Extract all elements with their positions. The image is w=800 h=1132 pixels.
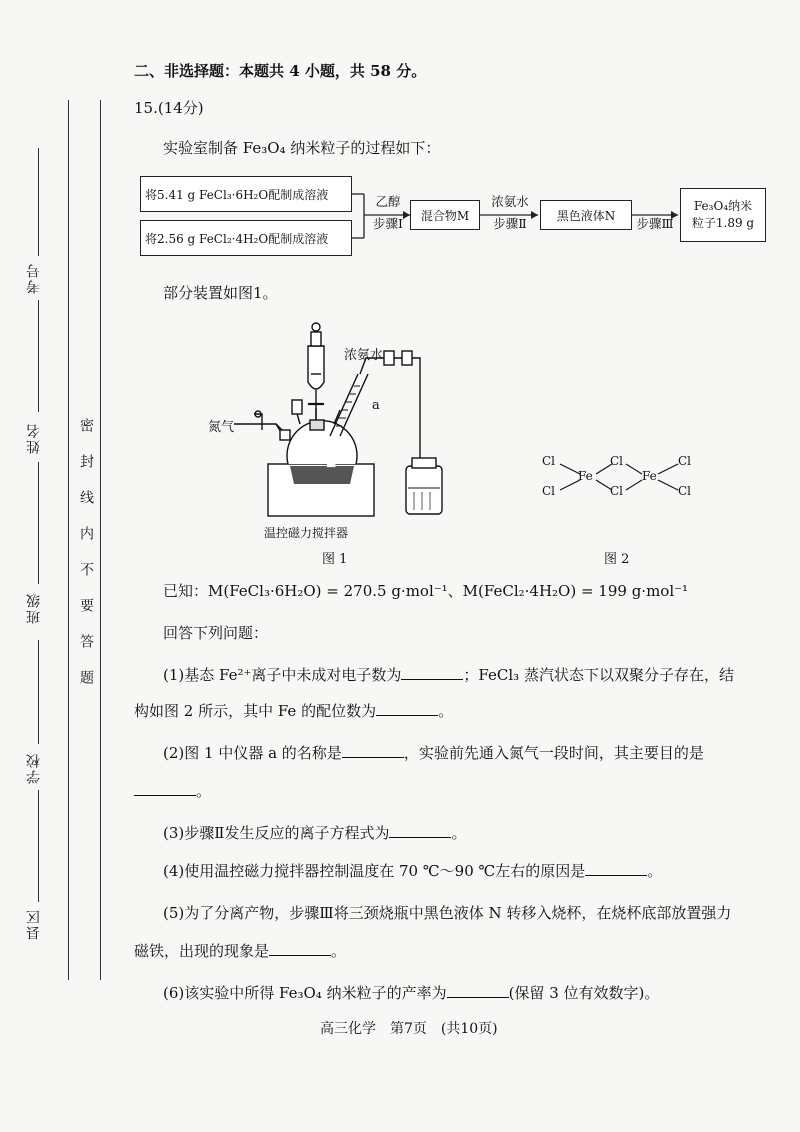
district-line[interactable] [38, 790, 39, 902]
label-a: a [372, 398, 380, 413]
dropping-funnel [308, 346, 324, 389]
name-label: 姓名 [26, 422, 42, 454]
step2-reagent: 浓氨水 [491, 194, 529, 209]
class-label: 班级 [26, 592, 42, 624]
q2-blank-2[interactable] [134, 781, 196, 796]
q1-text-c: 构如图 2 所示，其中 Fe 的配位数为 [134, 702, 377, 720]
q5-end: 。 [331, 942, 347, 960]
flow-product [680, 188, 766, 242]
gas-outlet-tube [376, 358, 420, 462]
q1-blank-1[interactable] [401, 665, 463, 680]
fig2-cl-4: Cl [610, 484, 624, 498]
school-line[interactable] [38, 640, 39, 744]
apparatus-intro: 部分装置如图1。 [163, 284, 278, 302]
q1-end: 。 [438, 702, 454, 720]
q1-blank-2[interactable] [376, 701, 438, 716]
intro-text: 实验室制备 Fe₃O₄ 纳米粒子的过程如下： [163, 139, 441, 157]
fig2-fe-1: Fe [578, 469, 593, 483]
q1-text-b: ；FeCl₃ 蒸汽状态下以双聚分子存在，结 [463, 666, 734, 684]
fig2-cl-6: Cl [678, 484, 692, 498]
svg-text:▬: ▬ [326, 458, 337, 471]
q3-text: (3)步骤Ⅱ发生反应的离子方程式为 [163, 824, 390, 842]
fig2-cl-2: Cl [542, 484, 556, 498]
q4-end: 。 [647, 862, 663, 880]
seal-notice: 密封线内不要答题 [78, 418, 94, 706]
q2-end: 。 [196, 782, 212, 800]
q3-end: 。 [451, 824, 467, 842]
label-ammonia: 浓氨水 [344, 348, 384, 363]
fig2-cl-3: Cl [610, 454, 624, 468]
product-line-1: Fe₃O₄纳米 [693, 199, 753, 213]
flow-mixture-m: 混合物M [410, 200, 480, 230]
q4-text: (4)使用温控磁力搅拌器控制温度在 70 ℃～90 ℃左右的原因是 [163, 862, 586, 880]
q2-text-b: ，实验前先通入氮气一段时间，其主要目的是 [403, 744, 704, 762]
q6-blank[interactable] [447, 983, 509, 998]
q2-text-a: (2)图 1 中仪器 a 的名称是 [163, 744, 342, 762]
wash-bottle [406, 466, 442, 514]
question-5-line-2 [134, 940, 346, 961]
fig2-cl-1: Cl [542, 454, 556, 468]
question-2-line-1 [163, 742, 704, 763]
page-footer: 高三化学 第7页 (共10页) [320, 1021, 498, 1037]
q6-end: (保留 3 位有效数字)。 [508, 984, 660, 1002]
q3-blank[interactable] [389, 823, 451, 838]
question-number: 15.(14分) [134, 99, 204, 117]
q2-blank-1[interactable] [342, 743, 404, 758]
question-6 [163, 982, 659, 1003]
q1-text-a: (1)基态 Fe²⁺离子中未成对电子数为 [163, 666, 402, 684]
exam-no-label: 考号 [26, 262, 42, 294]
flow-input-1: 将5.41 g FeCl₃·6H₂O配制成溶液 [140, 176, 352, 212]
step1-label: 步骤Ⅰ [373, 216, 403, 231]
step2-label: 步骤Ⅱ [493, 216, 527, 231]
question-3 [163, 822, 466, 843]
q5-blank[interactable] [269, 941, 331, 956]
flask-liquid [290, 466, 354, 484]
known-data: 已知：M(FeCl₃·6H₂O) = 270.5 g·mol⁻¹、M(FeCl₂·4H₂O) = 199 g·mol⁻¹ [163, 582, 689, 600]
flow-black-liquid: 黑色液体N [540, 200, 632, 230]
flow-connectors [0, 0, 800, 300]
school-label: 学校 [26, 752, 42, 784]
class-line[interactable] [38, 462, 39, 584]
flow-input-2: 将2.56 g FeCl₂·4H₂O配制成溶液 [140, 220, 352, 256]
question-1-line-2 [134, 700, 453, 721]
q4-blank[interactable] [585, 861, 647, 876]
question-2-line-2 [134, 780, 211, 801]
step3-label: 步骤Ⅲ [636, 216, 674, 231]
q5-text-b: 磁铁，出现的现象是 [134, 942, 270, 960]
question-1-line-1 [163, 664, 734, 685]
fig2-fe-2: Fe [642, 469, 657, 483]
label-stirrer: 温控磁力搅拌器 [264, 526, 349, 540]
answer-prompt: 回答下列问题： [163, 624, 269, 642]
label-nitrogen: 氮气 [208, 420, 235, 435]
product-line-2: 粒子1.89 g [691, 216, 755, 230]
district-label: 县区 [26, 908, 42, 940]
figure1-caption: 图 1 [322, 552, 348, 567]
name-line[interactable] [38, 300, 39, 412]
step1-reagent: 乙醇 [375, 194, 401, 209]
figure2-caption: 图 2 [604, 552, 630, 567]
section-heading: 二、非选择题：本题共 4 小题，共 58 分。 [134, 62, 427, 80]
fig2-cl-5: Cl [678, 454, 692, 468]
question-5-line-1: (5)为了分离产物，步骤Ⅲ将三颈烧瓶中黑色液体 N 转移入烧杯，在烧杯底部放置强力 [163, 904, 732, 922]
q6-text: (6)该实验中所得 Fe₃O₄ 纳米粒子的产率为 [163, 984, 447, 1002]
question-4 [163, 860, 662, 881]
